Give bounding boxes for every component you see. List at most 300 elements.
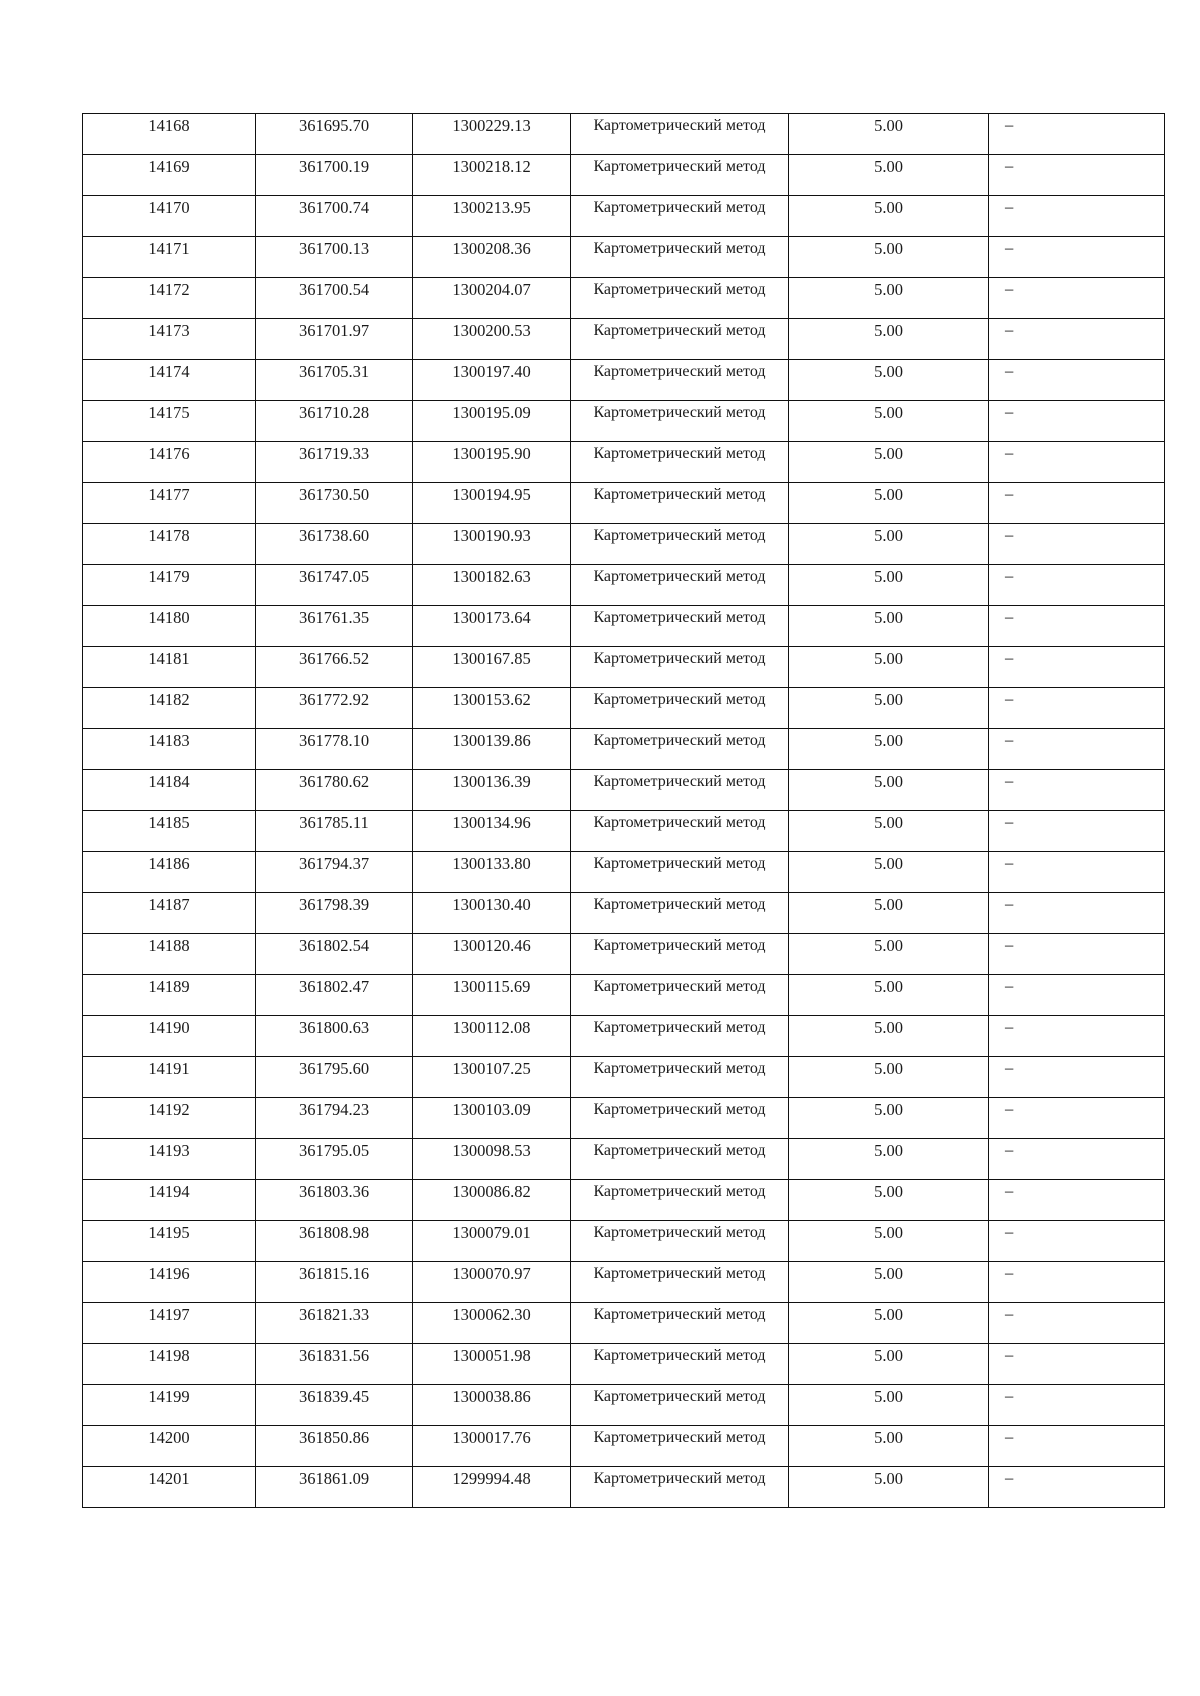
method-value: Картометрический метод xyxy=(593,650,766,667)
point-number-cell xyxy=(83,770,256,811)
point-number-value: 14187 xyxy=(148,895,190,914)
method-cell xyxy=(571,934,789,975)
y-coordinate-cell xyxy=(413,1098,571,1139)
accuracy-value: 5.00 xyxy=(874,321,903,340)
y-coordinate-cell xyxy=(413,893,571,934)
method-cell xyxy=(571,647,789,688)
x-coordinate-cell xyxy=(256,524,413,565)
method-cell xyxy=(571,524,789,565)
method-value: Картометрический метод xyxy=(593,199,766,216)
accuracy-value: 5.00 xyxy=(874,608,903,627)
accuracy-cell xyxy=(789,852,989,893)
point-number-cell xyxy=(83,975,256,1016)
point-number-cell xyxy=(83,483,256,524)
x-coordinate-cell xyxy=(256,442,413,483)
y-coordinate-cell xyxy=(413,1016,571,1057)
accuracy-cell xyxy=(789,565,989,606)
method-value: Картометрический метод xyxy=(593,117,766,134)
point-number-value: 14180 xyxy=(148,608,190,627)
point-number-cell xyxy=(83,114,256,155)
note-cell xyxy=(989,237,1165,278)
y-coordinate-cell xyxy=(413,114,571,155)
point-number-cell xyxy=(83,1221,256,1262)
table-row xyxy=(83,1385,1165,1426)
note-cell xyxy=(989,1057,1165,1098)
method-value: Картометрический метод xyxy=(593,1388,766,1405)
point-number-value: 14172 xyxy=(148,280,190,299)
point-number-cell xyxy=(83,442,256,483)
table-row xyxy=(83,237,1165,278)
point-number-value: 14182 xyxy=(148,690,190,709)
point-number-cell xyxy=(83,319,256,360)
note-value: – xyxy=(1005,1304,1014,1323)
method-cell xyxy=(571,1057,789,1098)
method-cell xyxy=(571,770,789,811)
method-cell xyxy=(571,811,789,852)
table-row xyxy=(83,442,1165,483)
method-cell xyxy=(571,852,789,893)
accuracy-value: 5.00 xyxy=(874,813,903,832)
y-coordinate-cell xyxy=(413,1426,571,1467)
x-coordinate-cell xyxy=(256,852,413,893)
x-coordinate-cell xyxy=(256,606,413,647)
y-coordinate-value: 1300051.98 xyxy=(452,1346,531,1365)
y-coordinate-cell xyxy=(413,975,571,1016)
y-coordinate-cell xyxy=(413,647,571,688)
note-value: – xyxy=(1005,894,1014,913)
y-coordinate-value: 1300173.64 xyxy=(452,608,531,627)
y-coordinate-value: 1300038.86 xyxy=(452,1387,531,1406)
note-value: – xyxy=(1005,1099,1014,1118)
note-value: – xyxy=(1005,238,1014,257)
table-row xyxy=(83,975,1165,1016)
accuracy-cell xyxy=(789,770,989,811)
note-value: – xyxy=(1005,976,1014,995)
point-number-value: 14189 xyxy=(148,977,190,996)
method-value: Картометрический метод xyxy=(593,978,766,995)
y-coordinate-cell xyxy=(413,1385,571,1426)
x-coordinate-value: 361738.60 xyxy=(298,526,370,545)
method-cell xyxy=(571,1262,789,1303)
method-value: Картометрический метод xyxy=(593,158,766,175)
method-cell xyxy=(571,1385,789,1426)
accuracy-value: 5.00 xyxy=(874,526,903,545)
point-number-cell xyxy=(83,1180,256,1221)
y-coordinate-value: 1300167.85 xyxy=(452,649,531,668)
method-value: Картометрический метод xyxy=(593,1019,766,1036)
x-coordinate-value: 361772.92 xyxy=(298,690,370,709)
accuracy-cell xyxy=(789,401,989,442)
point-number-cell xyxy=(83,647,256,688)
accuracy-cell xyxy=(789,1467,989,1508)
accuracy-value: 5.00 xyxy=(874,1264,903,1283)
point-number-value: 14199 xyxy=(148,1387,190,1406)
x-coordinate-value: 361800.63 xyxy=(298,1018,370,1037)
table-row xyxy=(83,401,1165,442)
accuracy-value: 5.00 xyxy=(874,567,903,586)
x-coordinate-cell xyxy=(256,1221,413,1262)
accuracy-cell xyxy=(789,524,989,565)
method-cell xyxy=(571,155,789,196)
x-coordinate-cell xyxy=(256,237,413,278)
point-number-cell xyxy=(83,1426,256,1467)
y-coordinate-value: 1300112.08 xyxy=(452,1018,531,1037)
y-coordinate-cell xyxy=(413,811,571,852)
point-number-cell xyxy=(83,1139,256,1180)
method-value: Картометрический метод xyxy=(593,1265,766,1282)
note-value: – xyxy=(1005,402,1014,421)
y-coordinate-cell xyxy=(413,770,571,811)
accuracy-value: 5.00 xyxy=(874,444,903,463)
y-coordinate-cell xyxy=(413,237,571,278)
point-number-value: 14179 xyxy=(148,567,190,586)
table-row xyxy=(83,1057,1165,1098)
accuracy-cell xyxy=(789,811,989,852)
table-row xyxy=(83,278,1165,319)
accuracy-cell xyxy=(789,114,989,155)
note-value: – xyxy=(1005,812,1014,831)
point-number-cell xyxy=(83,360,256,401)
accuracy-value: 5.00 xyxy=(874,772,903,791)
note-cell xyxy=(989,893,1165,934)
y-coordinate-cell xyxy=(413,278,571,319)
method-value: Картометрический метод xyxy=(593,1347,766,1364)
point-number-value: 14193 xyxy=(148,1141,190,1160)
x-coordinate-cell xyxy=(256,360,413,401)
method-value: Картометрический метод xyxy=(593,896,766,913)
note-cell xyxy=(989,196,1165,237)
method-value: Картометрический метод xyxy=(593,445,766,462)
table-row xyxy=(83,1098,1165,1139)
accuracy-cell xyxy=(789,442,989,483)
point-number-value: 14194 xyxy=(148,1182,190,1201)
note-value: – xyxy=(1005,1345,1014,1364)
point-number-value: 14175 xyxy=(148,403,190,422)
accuracy-cell xyxy=(789,934,989,975)
accuracy-value: 5.00 xyxy=(874,1469,903,1488)
x-coordinate-cell xyxy=(256,155,413,196)
method-cell xyxy=(571,1139,789,1180)
y-coordinate-cell xyxy=(413,401,571,442)
point-number-value: 14173 xyxy=(148,321,190,340)
note-value: – xyxy=(1005,853,1014,872)
accuracy-value: 5.00 xyxy=(874,1223,903,1242)
y-coordinate-cell xyxy=(413,319,571,360)
accuracy-value: 5.00 xyxy=(874,116,903,135)
point-number-value: 14174 xyxy=(148,362,190,381)
method-value: Картометрический метод xyxy=(593,568,766,585)
table-row xyxy=(83,1426,1165,1467)
method-value: Картометрический метод xyxy=(593,363,766,380)
accuracy-cell xyxy=(789,1016,989,1057)
note-cell xyxy=(989,1098,1165,1139)
note-cell xyxy=(989,1303,1165,1344)
table-row xyxy=(83,1344,1165,1385)
y-coordinate-cell xyxy=(413,442,571,483)
note-value: – xyxy=(1005,115,1014,134)
table-row xyxy=(83,893,1165,934)
point-number-cell xyxy=(83,1385,256,1426)
method-cell xyxy=(571,114,789,155)
note-cell xyxy=(989,1467,1165,1508)
accuracy-value: 5.00 xyxy=(874,1059,903,1078)
point-number-cell xyxy=(83,606,256,647)
x-coordinate-value: 361861.09 xyxy=(298,1469,370,1488)
method-cell xyxy=(571,688,789,729)
table-row xyxy=(83,1139,1165,1180)
method-value: Картометрический метод xyxy=(593,1306,766,1323)
accuracy-cell xyxy=(789,1262,989,1303)
method-cell xyxy=(571,1098,789,1139)
method-value: Картометрический метод xyxy=(593,281,766,298)
y-coordinate-cell xyxy=(413,688,571,729)
table-row xyxy=(83,1221,1165,1262)
accuracy-cell xyxy=(789,319,989,360)
point-number-cell xyxy=(83,278,256,319)
x-coordinate-value: 361730.50 xyxy=(298,485,370,504)
table-row xyxy=(83,1262,1165,1303)
point-number-cell xyxy=(83,237,256,278)
y-coordinate-value: 1300017.76 xyxy=(452,1428,531,1447)
x-coordinate-value: 361719.33 xyxy=(298,444,370,463)
x-coordinate-value: 361700.19 xyxy=(298,157,370,176)
note-cell xyxy=(989,647,1165,688)
note-cell xyxy=(989,975,1165,1016)
method-value: Картометрический метод xyxy=(593,1470,766,1487)
x-coordinate-value: 361794.37 xyxy=(298,854,370,873)
point-number-cell xyxy=(83,852,256,893)
note-value: – xyxy=(1005,648,1014,667)
table-row xyxy=(83,647,1165,688)
accuracy-cell xyxy=(789,237,989,278)
y-coordinate-cell xyxy=(413,1057,571,1098)
table-row xyxy=(83,606,1165,647)
table-row xyxy=(83,319,1165,360)
y-coordinate-value: 1300079.01 xyxy=(452,1223,531,1242)
y-coordinate-value: 1299994.48 xyxy=(452,1469,531,1488)
y-coordinate-value: 1300115.69 xyxy=(452,977,531,996)
x-coordinate-cell xyxy=(256,565,413,606)
x-coordinate-cell xyxy=(256,1344,413,1385)
note-value: – xyxy=(1005,1263,1014,1282)
table-row xyxy=(83,1303,1165,1344)
method-value: Картометрический метод xyxy=(593,404,766,421)
x-coordinate-value: 361802.47 xyxy=(298,977,370,996)
accuracy-value: 5.00 xyxy=(874,854,903,873)
y-coordinate-value: 1300107.25 xyxy=(452,1059,531,1078)
point-number-value: 14181 xyxy=(148,649,190,668)
method-value: Картометрический метод xyxy=(593,855,766,872)
y-coordinate-value: 1300130.40 xyxy=(452,895,531,914)
accuracy-cell xyxy=(789,893,989,934)
accuracy-cell xyxy=(789,1057,989,1098)
method-cell xyxy=(571,1180,789,1221)
x-coordinate-value: 361700.54 xyxy=(298,280,370,299)
point-number-value: 14169 xyxy=(148,157,190,176)
y-coordinate-value: 1300190.93 xyxy=(452,526,531,545)
x-coordinate-value: 361705.31 xyxy=(298,362,370,381)
table-row xyxy=(83,196,1165,237)
note-value: – xyxy=(1005,279,1014,298)
note-value: – xyxy=(1005,320,1014,339)
x-coordinate-value: 361815.16 xyxy=(298,1264,370,1283)
note-cell xyxy=(989,811,1165,852)
table-row xyxy=(83,483,1165,524)
y-coordinate-cell xyxy=(413,852,571,893)
point-number-cell xyxy=(83,729,256,770)
x-coordinate-value: 361700.13 xyxy=(298,239,370,258)
point-number-cell xyxy=(83,1303,256,1344)
accuracy-value: 5.00 xyxy=(874,690,903,709)
note-cell xyxy=(989,483,1165,524)
x-coordinate-value: 361795.60 xyxy=(298,1059,370,1078)
point-number-cell xyxy=(83,1057,256,1098)
table-row xyxy=(83,852,1165,893)
note-cell xyxy=(989,688,1165,729)
x-coordinate-cell xyxy=(256,1426,413,1467)
accuracy-value: 5.00 xyxy=(874,239,903,258)
point-number-cell xyxy=(83,565,256,606)
method-cell xyxy=(571,401,789,442)
y-coordinate-cell xyxy=(413,606,571,647)
accuracy-cell xyxy=(789,1098,989,1139)
y-coordinate-value: 1300139.86 xyxy=(452,731,531,750)
point-number-value: 14197 xyxy=(148,1305,190,1324)
method-cell xyxy=(571,196,789,237)
accuracy-value: 5.00 xyxy=(874,649,903,668)
y-coordinate-value: 1300134.96 xyxy=(452,813,531,832)
x-coordinate-cell xyxy=(256,1139,413,1180)
x-coordinate-cell xyxy=(256,1385,413,1426)
accuracy-cell xyxy=(789,483,989,524)
note-cell xyxy=(989,524,1165,565)
x-coordinate-cell xyxy=(256,196,413,237)
y-coordinate-cell xyxy=(413,565,571,606)
y-coordinate-cell xyxy=(413,1180,571,1221)
accuracy-value: 5.00 xyxy=(874,731,903,750)
y-coordinate-cell xyxy=(413,1221,571,1262)
method-value: Картометрический метод xyxy=(593,322,766,339)
note-value: – xyxy=(1005,607,1014,626)
x-coordinate-value: 361821.33 xyxy=(298,1305,370,1324)
table-row xyxy=(83,565,1165,606)
table-row xyxy=(83,688,1165,729)
y-coordinate-value: 1300197.40 xyxy=(452,362,531,381)
method-cell xyxy=(571,1344,789,1385)
note-value: – xyxy=(1005,935,1014,954)
method-cell xyxy=(571,1303,789,1344)
x-coordinate-cell xyxy=(256,1262,413,1303)
note-cell xyxy=(989,155,1165,196)
x-coordinate-value: 361701.97 xyxy=(298,321,370,340)
accuracy-value: 5.00 xyxy=(874,280,903,299)
x-coordinate-value: 361803.36 xyxy=(298,1182,370,1201)
note-value: – xyxy=(1005,361,1014,380)
accuracy-value: 5.00 xyxy=(874,1305,903,1324)
note-cell xyxy=(989,606,1165,647)
x-coordinate-value: 361794.23 xyxy=(298,1100,370,1119)
point-number-value: 14176 xyxy=(148,444,190,463)
point-number-value: 14184 xyxy=(148,772,190,791)
note-value: – xyxy=(1005,1427,1014,1446)
point-number-value: 14186 xyxy=(148,854,190,873)
note-cell xyxy=(989,1139,1165,1180)
accuracy-value: 5.00 xyxy=(874,1387,903,1406)
method-cell xyxy=(571,975,789,1016)
method-cell xyxy=(571,360,789,401)
point-number-cell xyxy=(83,155,256,196)
x-coordinate-value: 361700.74 xyxy=(298,198,370,217)
x-coordinate-value: 361780.62 xyxy=(298,772,370,791)
y-coordinate-cell xyxy=(413,196,571,237)
y-coordinate-value: 1300133.80 xyxy=(452,854,531,873)
x-coordinate-value: 361766.52 xyxy=(298,649,370,668)
method-value: Картометрический метод xyxy=(593,773,766,790)
method-cell xyxy=(571,237,789,278)
point-number-cell xyxy=(83,811,256,852)
accuracy-cell xyxy=(789,1180,989,1221)
note-value: – xyxy=(1005,771,1014,790)
point-number-cell xyxy=(83,893,256,934)
note-cell xyxy=(989,319,1165,360)
y-coordinate-value: 1300062.30 xyxy=(452,1305,531,1324)
method-value: Картометрический метод xyxy=(593,814,766,831)
x-coordinate-value: 361798.39 xyxy=(298,895,370,914)
note-value: – xyxy=(1005,1468,1014,1487)
note-cell xyxy=(989,1344,1165,1385)
method-cell xyxy=(571,565,789,606)
point-number-value: 14192 xyxy=(148,1100,190,1119)
y-coordinate-value: 1300229.13 xyxy=(452,116,531,135)
note-value: – xyxy=(1005,566,1014,585)
table-row xyxy=(83,360,1165,401)
note-value: – xyxy=(1005,1140,1014,1159)
y-coordinate-cell xyxy=(413,524,571,565)
y-coordinate-cell xyxy=(413,934,571,975)
method-value: Картометрический метод xyxy=(593,1142,766,1159)
note-value: – xyxy=(1005,689,1014,708)
point-number-value: 14171 xyxy=(148,239,190,258)
x-coordinate-value: 361695.70 xyxy=(298,116,370,135)
y-coordinate-cell xyxy=(413,483,571,524)
x-coordinate-value: 361761.35 xyxy=(298,608,370,627)
x-coordinate-cell xyxy=(256,688,413,729)
note-cell xyxy=(989,1426,1165,1467)
note-value: – xyxy=(1005,484,1014,503)
x-coordinate-cell xyxy=(256,893,413,934)
point-number-value: 14170 xyxy=(148,198,190,217)
y-coordinate-value: 1300103.09 xyxy=(452,1100,531,1119)
y-coordinate-cell xyxy=(413,1467,571,1508)
y-coordinate-value: 1300136.39 xyxy=(452,772,531,791)
x-coordinate-cell xyxy=(256,975,413,1016)
method-value: Картометрический метод xyxy=(593,1183,766,1200)
accuracy-cell xyxy=(789,606,989,647)
method-cell xyxy=(571,278,789,319)
accuracy-cell xyxy=(789,155,989,196)
table-row xyxy=(83,1467,1165,1508)
accuracy-cell xyxy=(789,729,989,770)
accuracy-cell xyxy=(789,1426,989,1467)
point-number-cell xyxy=(83,1098,256,1139)
point-number-cell xyxy=(83,688,256,729)
method-cell xyxy=(571,1467,789,1508)
accuracy-value: 5.00 xyxy=(874,1346,903,1365)
accuracy-cell xyxy=(789,1139,989,1180)
x-coordinate-value: 361747.05 xyxy=(298,567,370,586)
point-number-cell xyxy=(83,1262,256,1303)
y-coordinate-value: 1300070.97 xyxy=(452,1264,531,1283)
